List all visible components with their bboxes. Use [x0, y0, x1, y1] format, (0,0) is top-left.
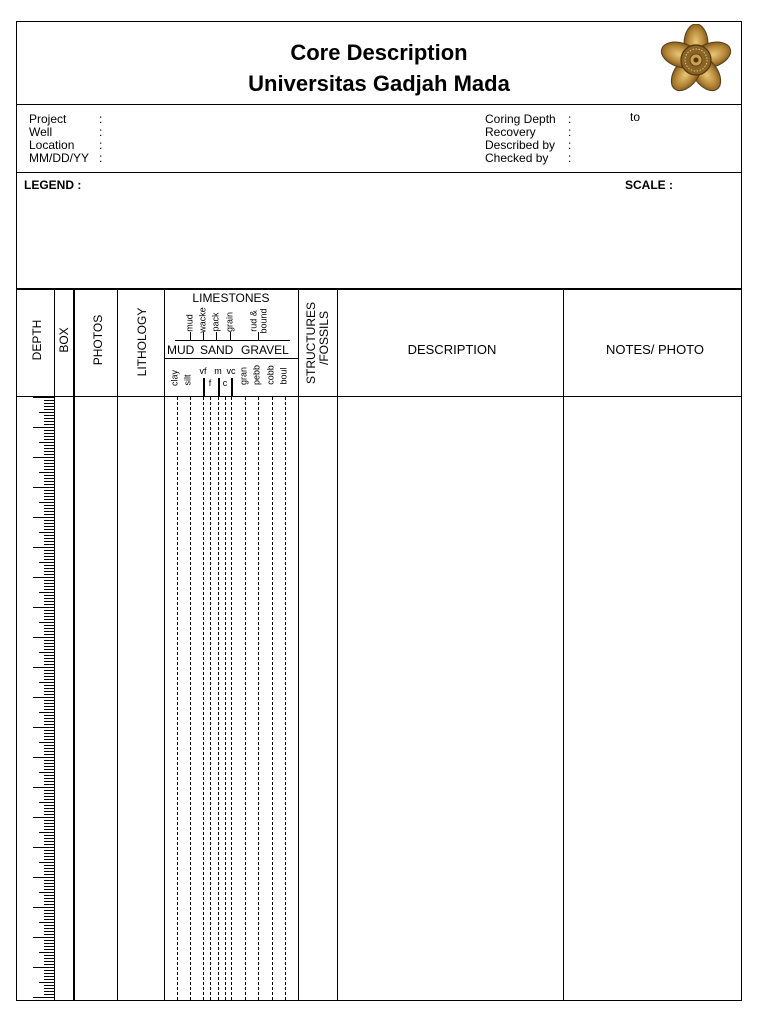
sand-tick — [231, 378, 233, 396]
university-emblem-logo — [654, 24, 738, 96]
grain-guide-line — [190, 397, 191, 1000]
photos-column-header: PHOTOS — [91, 314, 105, 366]
depth-column-header: DEPTH — [30, 319, 44, 361]
limestone-type-grain: grain — [224, 311, 235, 333]
grain-guide-line — [272, 397, 273, 1000]
grain-guide-line — [218, 397, 219, 1000]
lithology-column-separator — [164, 288, 165, 1001]
limestone-type-bound: bound — [258, 308, 269, 334]
grain-size-vf: vf — [199, 366, 207, 376]
described-by-separator: : — [568, 138, 572, 152]
date-label: MM/DD/YY — [29, 151, 89, 165]
limestone-type-rud: rud & — [248, 310, 259, 332]
limestone-type-pack: pack — [210, 312, 221, 332]
grain-guide-line — [285, 397, 286, 1000]
grain-size-f: f — [208, 378, 212, 388]
limestones-header: LIMESTONES — [192, 291, 270, 305]
info-left-block — [29, 112, 103, 165]
info-divider — [16, 172, 742, 173]
date-separator: : — [99, 151, 103, 165]
coring-depth-separator: : — [568, 112, 572, 126]
grain-group-underline — [164, 358, 298, 359]
grain-size-c: c — [222, 378, 228, 388]
grain-size-clay: clay — [169, 369, 180, 387]
fossils-column-header — [318, 311, 330, 365]
page-subtitle: Universitas Gadjah Mada — [248, 71, 510, 96]
box-column-separator — [73, 288, 75, 1001]
limestone-tick — [230, 332, 231, 340]
description-column-separator — [563, 288, 564, 1001]
grain-group-mud: MUD — [167, 343, 195, 357]
depth-ruler — [33, 397, 54, 1001]
notes-photo-column-header: NOTES/ PHOTO — [606, 342, 704, 357]
limestone-type-wacke: wacke — [197, 307, 208, 333]
description-column-header: DESCRIPTION — [407, 342, 497, 357]
described-by-label: Described by — [485, 138, 556, 152]
depth-column-separator — [54, 288, 55, 1001]
fossils-label: /FOSSILS — [317, 310, 331, 366]
well-label: Well — [29, 125, 53, 139]
limestone-tick — [203, 332, 204, 340]
sand-tick — [203, 378, 205, 396]
info-right-block — [485, 110, 735, 165]
grain-size-pebb: pebb — [251, 364, 262, 386]
header-divider — [16, 104, 742, 105]
grain-guide-line — [258, 397, 259, 1000]
sand-tick — [218, 378, 220, 396]
scale-label: SCALE : — [625, 178, 673, 192]
project-label: Project — [29, 112, 67, 126]
grain-size-vc: vc — [226, 366, 236, 376]
grain-size-silt: silt — [182, 374, 193, 386]
checked-by-label: Checked by — [485, 151, 549, 165]
legend-divider — [16, 288, 742, 290]
project-separator: : — [99, 112, 103, 126]
structures-column-header — [305, 302, 317, 384]
photos-column-separator — [117, 288, 118, 1001]
grain-group-gravel: GRAVEL — [241, 343, 289, 357]
grain-guide-line — [225, 397, 226, 1000]
core-description-sheet — [16, 21, 742, 1001]
structures-column-separator — [337, 288, 338, 1001]
limestone-baseline — [175, 340, 290, 341]
limestone-type-mud: mud — [184, 314, 195, 332]
location-separator: : — [99, 138, 103, 152]
grain-guide-line — [231, 397, 232, 1000]
well-separator: : — [99, 125, 103, 139]
grain-guide-line — [203, 397, 204, 1000]
grain-guide-line — [177, 397, 178, 1000]
grain-size-gran: gran — [238, 366, 249, 386]
grain-size-m: m — [214, 366, 222, 376]
coring-depth-label: Coring Depth — [485, 112, 556, 126]
recovery-separator: : — [568, 125, 572, 139]
grain-guide-line — [245, 397, 246, 1000]
lithology-column-header: LITHOLOGY — [135, 307, 149, 377]
structures-label: STRUCTURES — [304, 301, 318, 385]
page-title: Core Description — [290, 40, 468, 65]
checked-by-separator: : — [568, 151, 572, 165]
grain-guide-line — [210, 397, 211, 1000]
box-column-header: BOX — [57, 327, 71, 353]
column-header-divider — [16, 396, 742, 397]
limestone-tick — [258, 332, 259, 340]
grain-group-sand: SAND — [200, 343, 234, 357]
legend-label: LEGEND : — [24, 178, 82, 192]
limestone-tick — [216, 332, 217, 340]
recovery-label: Recovery — [485, 125, 536, 139]
grain-column-separator — [298, 288, 299, 1001]
coring-depth-to: to — [630, 110, 641, 124]
limestone-tick — [190, 332, 191, 340]
grain-size-cobb: cobb — [265, 365, 276, 385]
location-label: Location — [29, 138, 75, 152]
grain-size-boul: boul — [278, 367, 289, 385]
